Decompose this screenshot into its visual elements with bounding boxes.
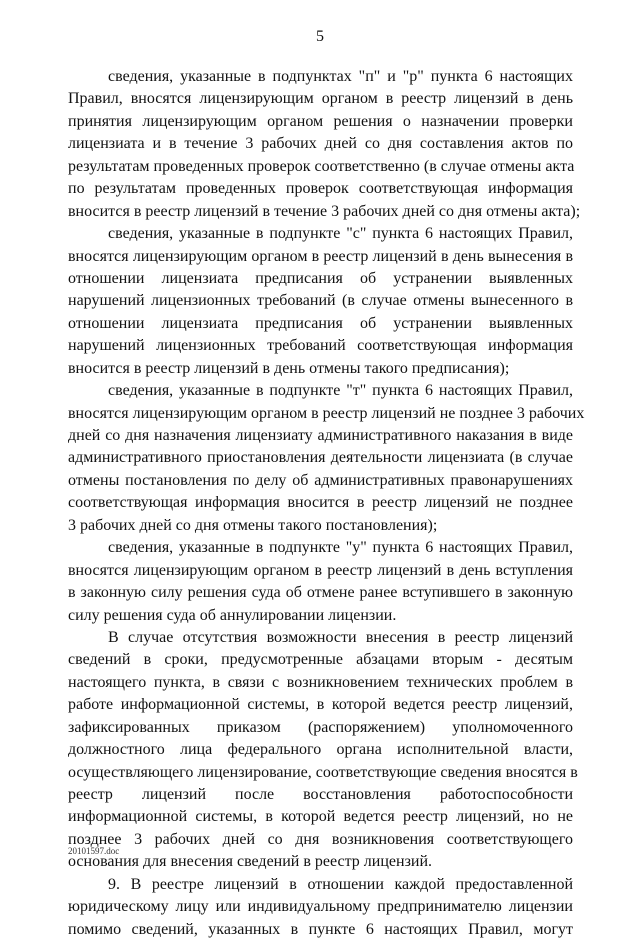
text-line: силу решения суда об аннулировании лицензии. <box>68 606 397 624</box>
text-line: зафиксированных приказом (распоряжением) уполномоченного <box>68 718 573 736</box>
text-line: основания для внесения сведений в реестр лицензий. <box>68 853 433 871</box>
paragraph <box>68 223 573 380</box>
text-line: в законную силу решения суда об отмене ранее вступившего в законную <box>68 584 573 602</box>
text-line: сведения, указанные в подпункте "т" пункта 6 настоящих Правил, <box>108 382 573 400</box>
text-line: сведения, указанные в подпункте "у" пункта 6 настоящих Правил, <box>108 539 573 557</box>
text-line: сведения, указанные в подпунктах "п" и "р" пункта 6 настоящих <box>108 68 573 85</box>
text-line: лицензиата и в течение 3 рабочих дней со дня составления актов по <box>68 135 573 153</box>
text-line: вносится в реестр лицензий в течение 3 рабочих дней со дня отмены акта); <box>68 202 581 220</box>
text-line: 9. В реестре лицензий в отношении каждой предоставленной <box>108 875 573 893</box>
text-line: сведения, указанные в подпункте "с" пункта 6 настоящих Правил, <box>108 225 573 243</box>
text-line: результатам проведенных проверок соответственно (в случае отмены акта <box>68 157 575 175</box>
text-line: настоящего пункта, в связи с возникновением технических проблем в <box>68 673 573 691</box>
text-line: вносятся лицензирующим органом в реестр лицензий в день вынесения в <box>68 247 573 265</box>
text-line: административного приостановления деятельности лицензиата (в случае <box>68 449 573 467</box>
paragraph <box>68 66 581 223</box>
paragraph <box>68 874 573 941</box>
paragraph <box>68 537 573 627</box>
text-line: вносятся лицензирующим органом в реестр лицензий не позднее 3 рабочих <box>68 404 585 422</box>
text-line: юридическому лицу или индивидуальному предпринимателю лицензии <box>68 898 573 916</box>
text-line: отношении лицензиата предписания об устранении выявленных <box>68 314 573 332</box>
text-line: дней со дня назначения лицензиату административного наказания в виде <box>68 427 573 444</box>
text-line: отношении лицензиата предписания об устранении выявленных <box>68 269 573 287</box>
text-line: должностного лица федерального органа исполнительной власти, <box>68 741 573 759</box>
text-line: позднее 3 рабочих дней со дня возникновения соответствующего <box>68 830 573 848</box>
text-line: вносится в реестр лицензий в день отмены такого предписания); <box>68 359 510 377</box>
text-line: 3 рабочих дней со дня отмены такого постановления); <box>68 516 438 534</box>
text-line: вносятся лицензирующим органом в реестр лицензий в день вступления <box>68 561 573 579</box>
text-line: В случае отсутствия возможности внесения в реестр лицензий <box>108 628 573 646</box>
text-line: принятия лицензирующим органом решения о назначении проверки <box>68 112 573 130</box>
paragraph <box>68 627 578 874</box>
text-line: нарушений лицензионных требований (в случае отмены вынесенного в <box>68 292 573 310</box>
text-line: информационной системы, в которой ведется реестр лицензий, но не <box>68 808 573 826</box>
footer-filename: 20101597.doc <box>68 846 120 856</box>
text-line: отмены постановления по делу об административных правонарушениях <box>68 471 573 489</box>
text-line: нарушений лицензионных требований соответствующая информация <box>68 337 573 355</box>
document-body <box>68 66 585 941</box>
text-line: Правил, вносятся лицензирующим органом в реестр лицензий в день <box>68 90 573 108</box>
text-line: помимо сведений, указанных в пункте 6 настоящих Правил, могут <box>68 920 573 938</box>
text-line: реестр лицензий после восстановления работоспособности <box>68 786 573 803</box>
paragraph <box>68 380 585 537</box>
text-line: соответствующая информация вносится в реестр лицензий не позднее <box>68 494 573 512</box>
text-line: работе информационной системы, в которой ведется реестр лицензий, <box>68 696 573 714</box>
text-line: осуществляющего лицензирование, соответствующие сведения вносятся в <box>68 763 578 781</box>
text-line: по результатам проведенных проверок соответствующая информация <box>68 180 573 198</box>
page-number: 5 <box>316 28 324 45</box>
text-line: сведений в сроки, предусмотренные абзацами вторым - десятым <box>68 651 573 669</box>
